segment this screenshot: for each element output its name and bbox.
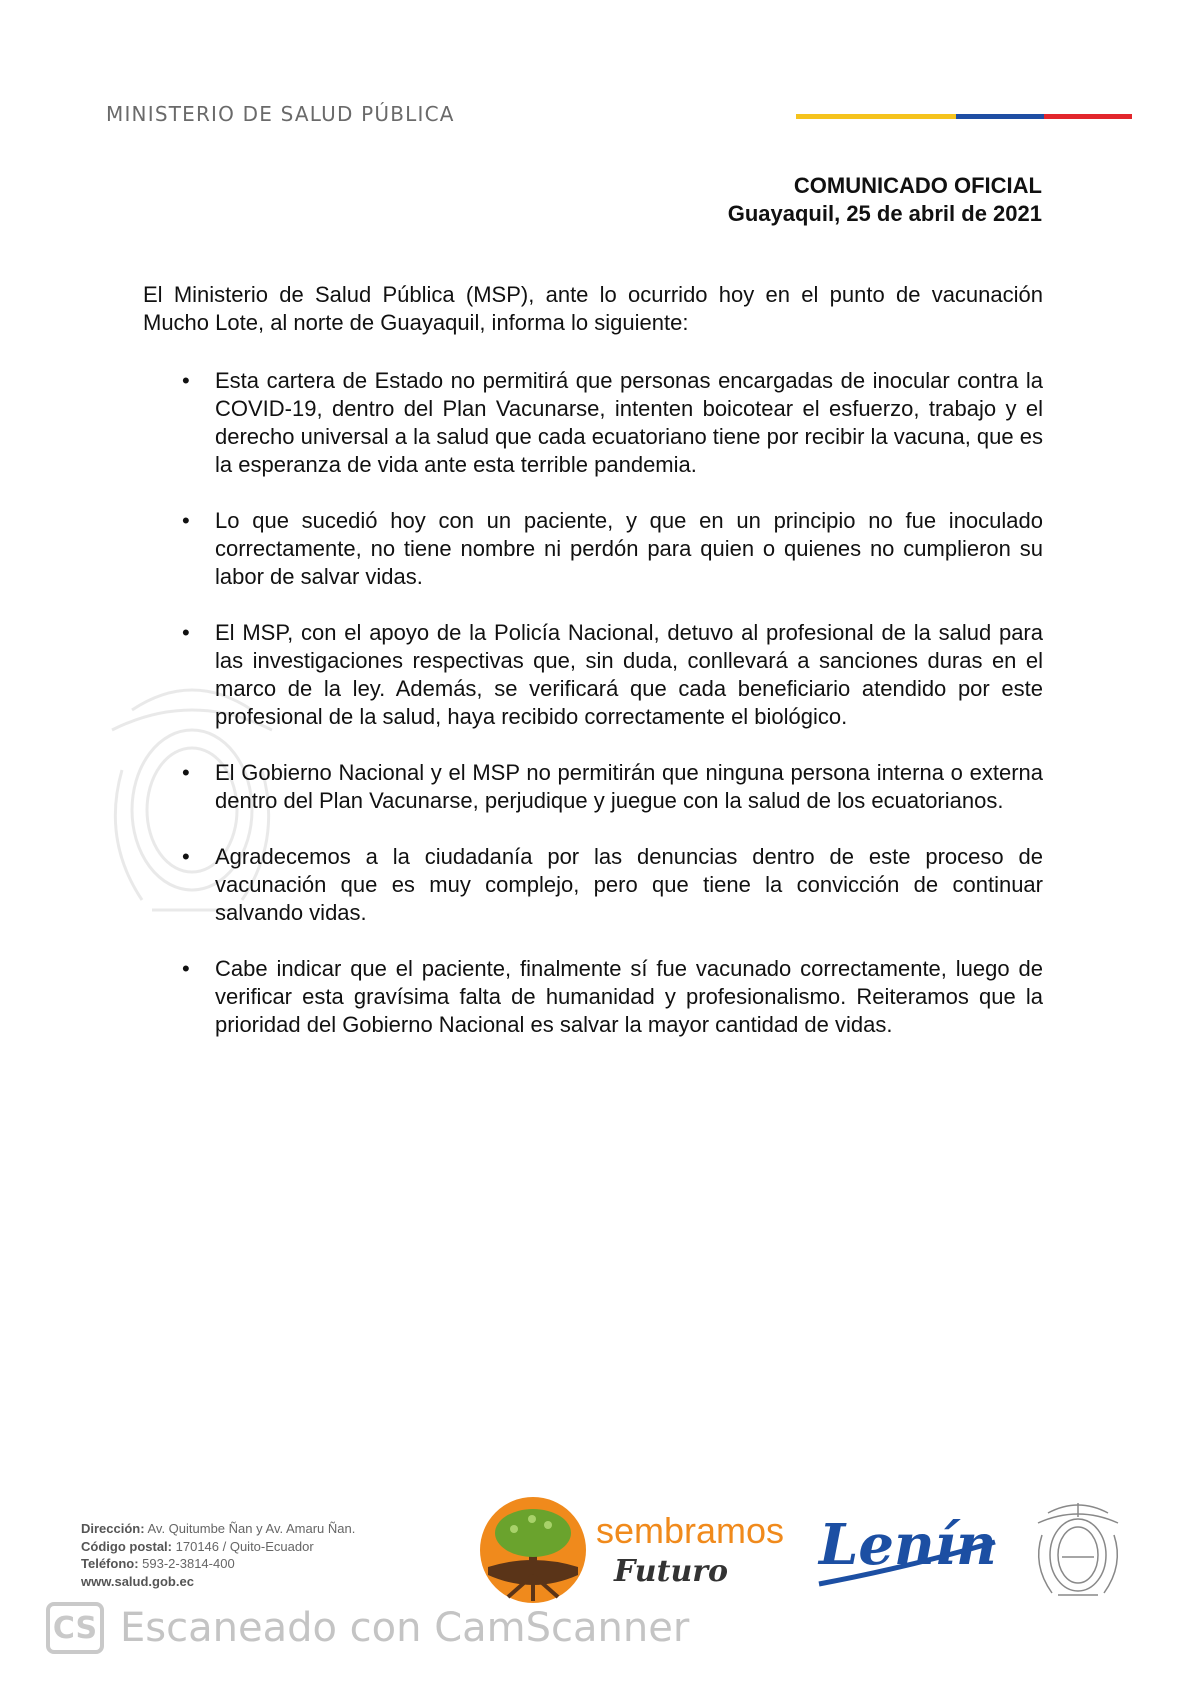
sembramos-text: sembramos <box>596 1510 785 1551</box>
statement-list <box>143 367 1043 1039</box>
address-label: Dirección: <box>81 1521 145 1536</box>
list-item-text: Agradecemos a la ciudadanía por las denuncias dentro de este proceso de vacunación que es muy complejo, pero que tiene la convicción de continuar salvando vidas. <box>215 844 1043 925</box>
phone-value: 593-2-3814-400 <box>142 1556 235 1571</box>
flag-red <box>1044 114 1132 119</box>
bullet-icon: • <box>182 844 190 869</box>
bullet-icon: • <box>182 956 190 981</box>
communique-place-date: Guayaquil, 25 de abril de 2021 <box>727 201 1042 226</box>
list-item-text: El MSP, con el apoyo de la Policía Nacional, detuvo al profesional de la salud para las investigaciones respectivas que, sin duda, conllevará a sanciones duras en el marco de la ley. Además, se verificará que cada beneficiario atendido por este profesional de la salud, haya recibido correctamente el biológico. <box>215 620 1043 729</box>
futuro-text: Futuro <box>614 1554 729 1589</box>
website-line <box>81 1573 355 1591</box>
ministry-name: MINISTERIO DE SALUD PÚBLICA <box>106 102 455 126</box>
list-item <box>143 367 1043 479</box>
lenin-text: Lenín <box>819 1512 997 1578</box>
list-item <box>143 955 1043 1039</box>
lenin-logo <box>815 1502 1005 1592</box>
intro-paragraph: El Ministerio de Salud Pública (MSP), ante lo ocurrido hoy en el punto de vacunación Mucho Lote, al norte de Guayaquil, informa lo siguiente: <box>143 282 1043 335</box>
sembramos-futuro-logo <box>478 1495 800 1605</box>
flag-blue <box>956 114 1044 119</box>
list-item-text: Esta cartera de Estado no permitirá que personas encargadas de inocular contra la COVID-19, dentro del Plan Vacunarse, intenten boicotear el esfuerzo, trabajo y el derecho universal a la salud que cada ecuatoriano tiene por recibir la vacuna, que es la esperanza de vida ante esta terrible pandemia. <box>215 368 1043 477</box>
footer-address <box>81 1520 355 1590</box>
list-item <box>143 619 1043 731</box>
camscanner-icon: CS <box>46 1602 104 1654</box>
list-item-text: Lo que sucedió hoy con un paciente, y que en un principio no fue inoculado correctamente, no tiene nombre ni perdón para quien o quienes no cumplieron su labor de salvar vidas. <box>215 508 1043 589</box>
postal-line <box>81 1538 355 1556</box>
communique-heading <box>728 172 1042 228</box>
bullet-icon: • <box>182 508 190 533</box>
website: www.salud.gob.ec <box>81 1573 194 1589</box>
list-item <box>143 843 1043 927</box>
postal-label: Código postal: <box>81 1538 172 1554</box>
list-item-text: Cabe indicar que el paciente, finalmente sí fue vacunado correctamente, luego de verificar esta gravísima falta de humanidad y profesionalismo. Reiteramos que la prioridad del Gobierno Nacional es salvar la mayor cantidad de vidas. <box>215 956 1043 1037</box>
camscanner-text: Escaneado con CamScanner <box>120 1605 690 1651</box>
postal-value: 170146 / Quito-Ecuador <box>175 1538 314 1554</box>
flag-color-line <box>796 114 1132 119</box>
camscanner-watermark <box>46 1602 689 1654</box>
list-item <box>143 759 1043 815</box>
bullet-icon: • <box>182 760 190 785</box>
coat-of-arms-icon <box>1028 1495 1128 1605</box>
list-item-text: El Gobierno Nacional y el MSP no permitirán que ninguna persona interna o externa dentro del Plan Vacunarse, perjudique y juegue con la salud de los ecuatorianos. <box>215 760 1043 813</box>
phone-line <box>81 1555 355 1573</box>
bullet-icon: • <box>182 368 190 393</box>
communique-title: COMUNICADO OFICIAL <box>793 173 1042 198</box>
flag-yellow <box>796 114 956 119</box>
address-value: Av. Quitumbe Ñan y Av. Amaru Ñan. <box>147 1521 356 1536</box>
address-line <box>81 1520 355 1538</box>
list-item <box>143 507 1043 591</box>
phone-label: Teléfono: <box>81 1556 139 1571</box>
bullet-icon: • <box>182 620 190 645</box>
